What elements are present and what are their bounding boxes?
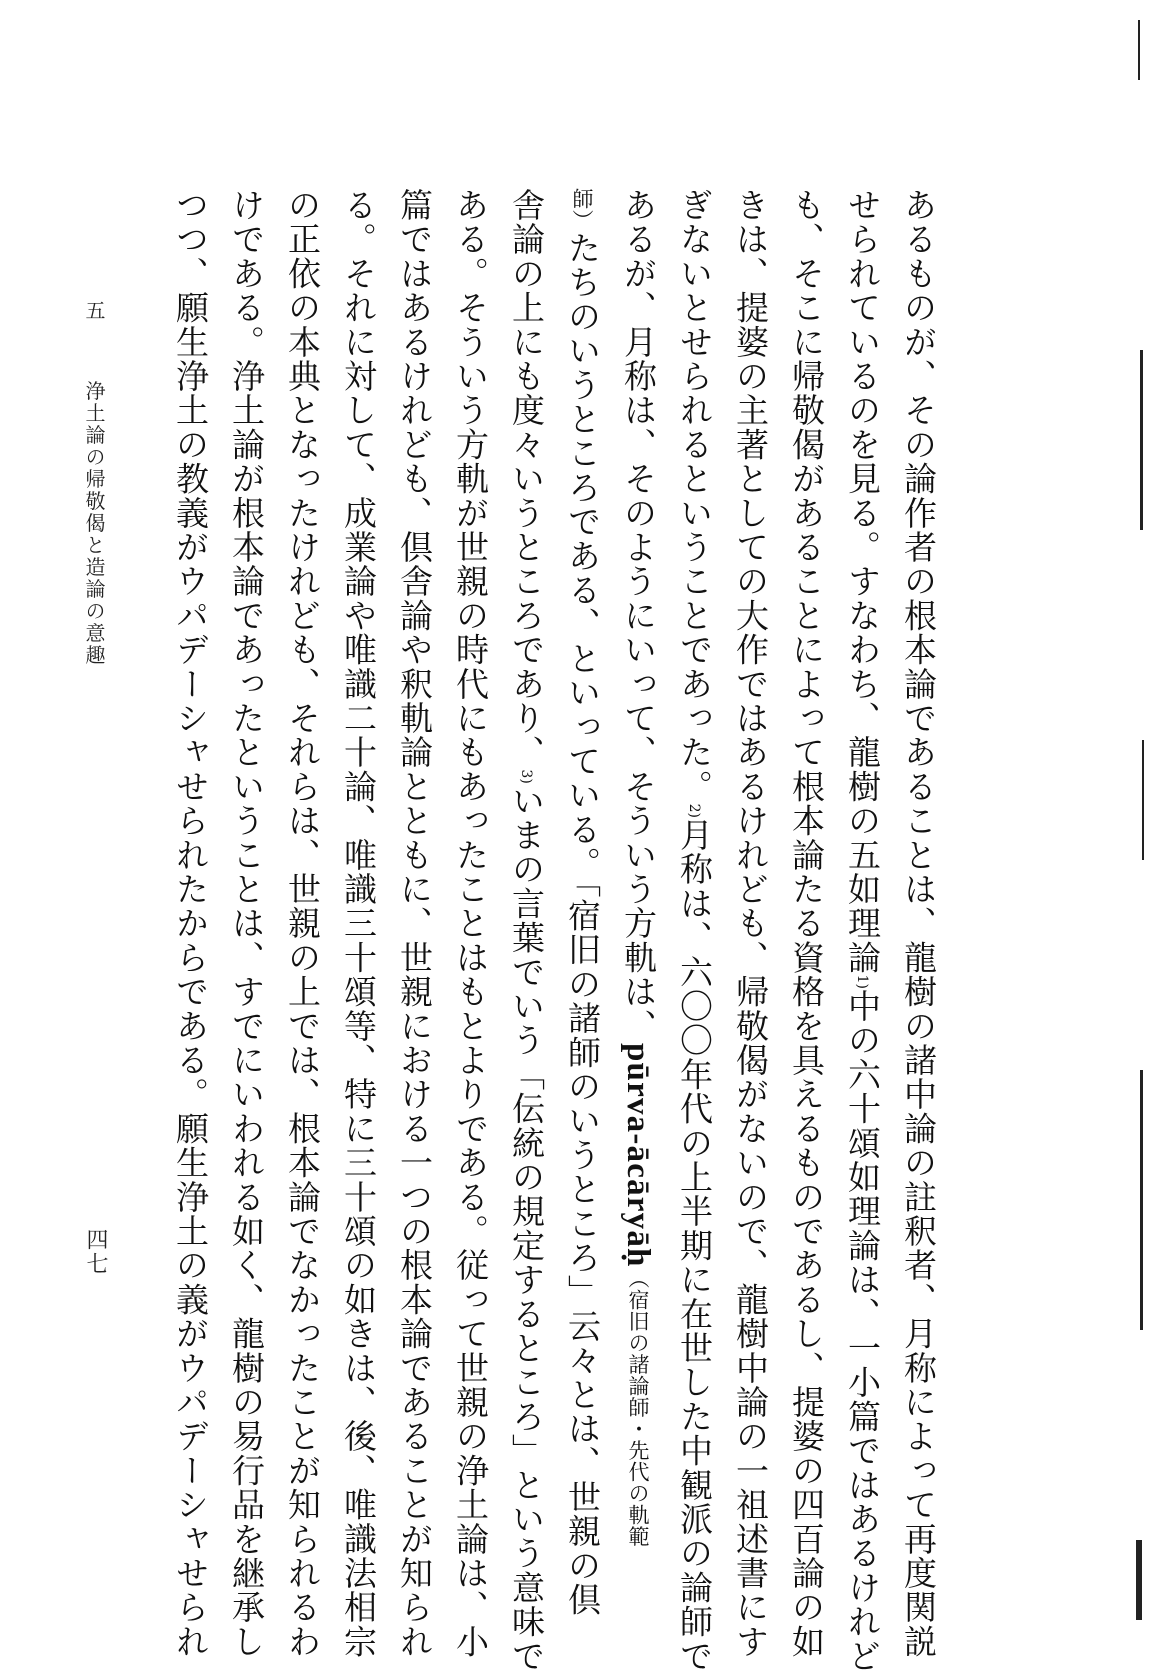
text-run: ぎないとせられるということであった。 [675,188,714,804]
text-column [442,188,498,1659]
text-run: 篇ではあるけれども、倶舎論や釈軌論とともに、世親における一つの根本論であることが知られ [395,188,434,1659]
text-column [386,188,442,1659]
text-run: きは、提婆の主著としての大作ではあるけれども、帰敬偈がないので、龍樹中論の一祖述書にす [731,188,770,1659]
footnote-ref: 2) [686,803,702,818]
text-run: あるものが、その論作者の根本論であることは、龍樹の諸中論の註釈者、月称によって再度関説 [899,188,938,1659]
text-run: つつ、願生浄土の教義がウパデーシャせられたからである。願生浄土の義がウパデーシャせられ [171,188,210,1659]
text-run: る。それに対して、成業論や唯識二十論、唯識三十頌等、特に三十頌の如きは、後、唯識法相宗 [339,188,378,1659]
chapter-number: 五 [82,300,106,322]
text-run: たちのいうところである、といっている。「宿旧の諸師のいうところ」云々とは、世親の倶 [563,231,602,1617]
sanskrit-term: pūrva-ācāryāḥ [620,1043,656,1268]
text-column [330,188,386,1659]
text-run: の正依の本典となったけれども、それらは、世親の上では、根本論でなかったことが知られるわ [283,188,322,1659]
text-run: 月称は、六〇〇年代の上半期に在世した中観派の論師で [675,817,714,1673]
text-column [554,188,610,1617]
text-column [834,188,890,1673]
text-run: せられているのを見る。すなわち、龍樹の五如理論 [843,188,882,975]
text-run: けである。浄土論が根本論であったということは、すでにいわれる如く、龍樹の易行品を継承し [227,188,266,1659]
text-run: 中の六十頌如理論は、一小篇ではあるけれど [843,988,882,1673]
scan-edge-mark [1136,1540,1142,1620]
footnote-ref: 3) [518,769,534,784]
text-column [162,188,218,1659]
text-column [498,188,554,1673]
scan-edge-mark [1140,350,1143,530]
text-column [274,188,330,1659]
text-column [218,188,274,1659]
text-run: 舎論の上にも度々いうところであり、 [507,188,546,770]
gloss-text: 師） [570,188,594,231]
text-run: いまの言葉でいう「伝統の規定するところ」という意味で [507,783,546,1673]
text-run: あるが、月称は、そのようにいって、そういう方軌は、 [619,188,658,1043]
scan-edge-mark [1138,20,1140,80]
chapter-title: 浄土論の帰敬偈と造論の意趣 [82,380,106,667]
text-run: ある。そういう方軌が世親の時代にもあったことはもとよりである。従って世親の浄土論は、小 [451,188,490,1659]
running-head [80,300,109,666]
text-column [778,188,834,1659]
text-column [666,188,722,1673]
body-text [162,188,946,1673]
text-run: も、そこに帰敬偈があることによって根本論たる資格を具えるものであるし、提婆の四百論の如 [787,188,826,1659]
scan-edge-mark [1142,740,1144,860]
text-column [890,188,946,1659]
text-column [722,188,778,1659]
page-number: 四七 [83,1228,108,1276]
text-column [610,188,666,1548]
scan-edge-mark [1140,1070,1143,1330]
gloss-text: （宿旧の諸論師・先代の軌範 [626,1267,650,1548]
footnote-ref: 1) [854,974,870,989]
